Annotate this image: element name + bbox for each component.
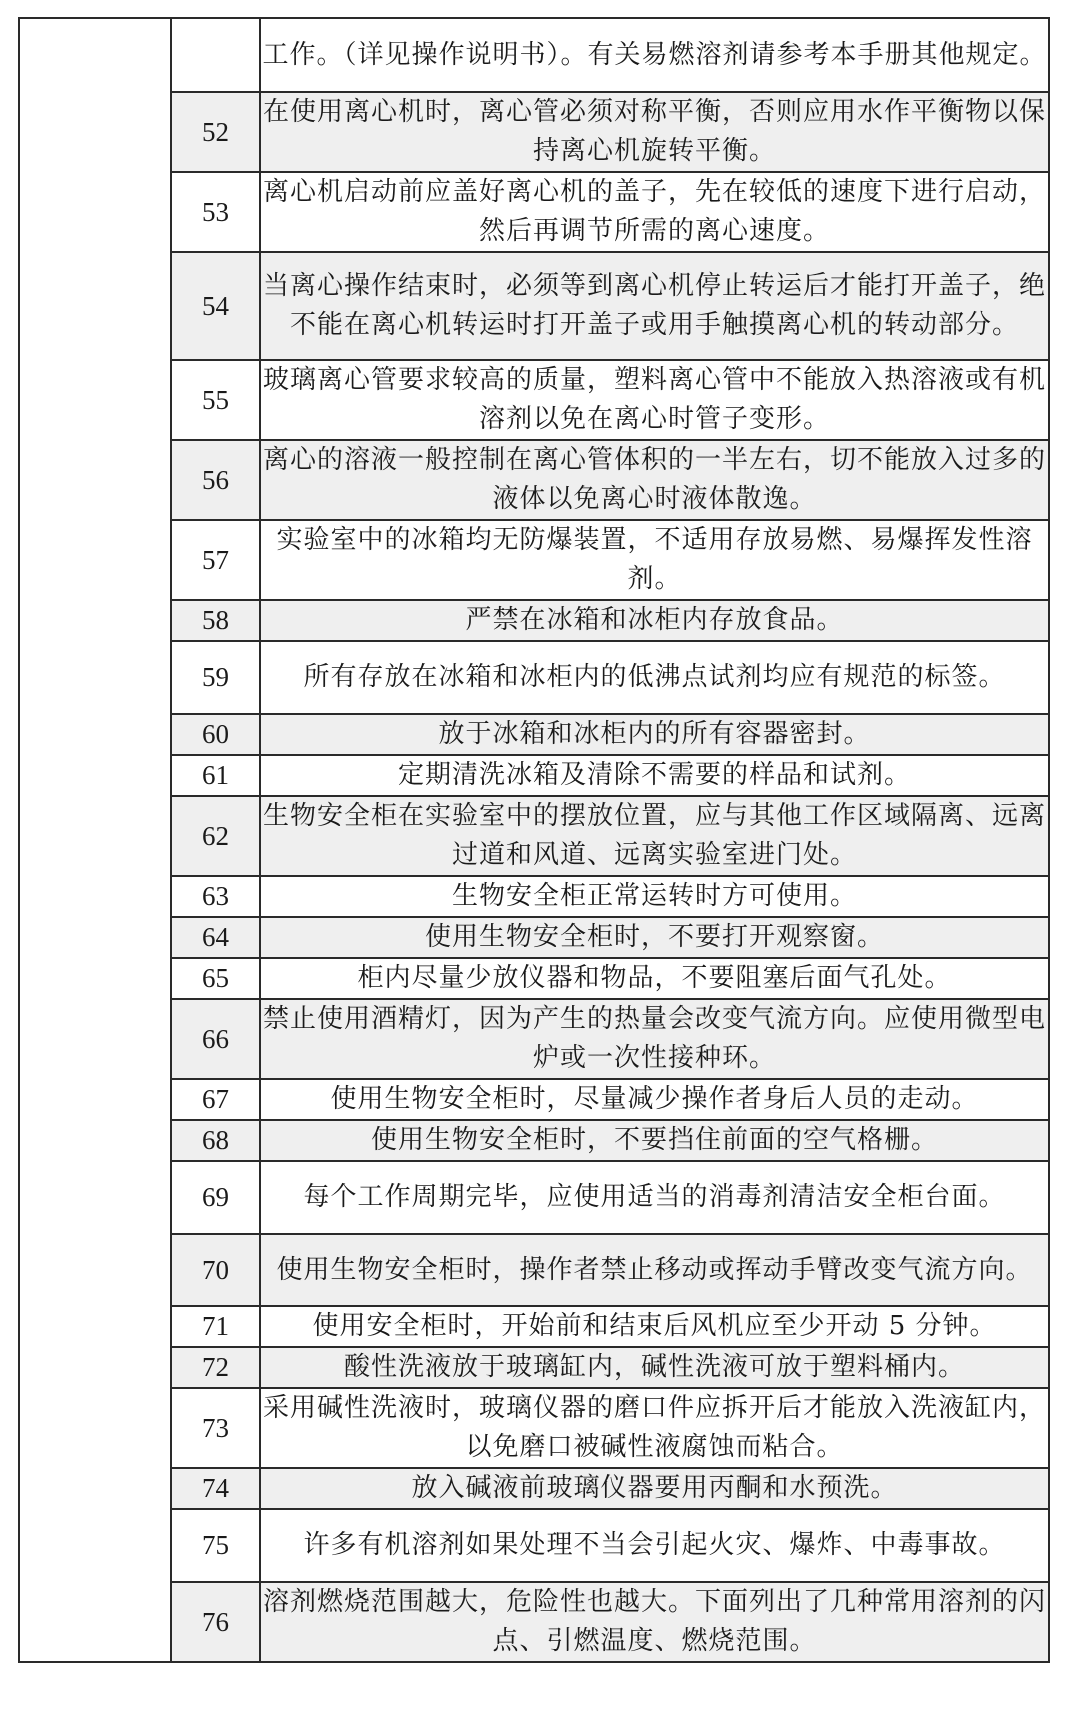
rule-text: 所有存放在冰箱和冰柜内的低沸点试剂均应有规范的标签。 [260, 641, 1049, 714]
rule-text: 生物安全柜在实验室中的摆放位置，应与其他工作区域隔离、远离过道和风道、远离实验室进门处。 [260, 796, 1049, 876]
table-row [19, 1582, 1049, 1662]
table-row [19, 714, 1049, 755]
rule-text: 玻璃离心管要求较高的质量，塑料离心管中不能放入热溶液或有机溶剂以免在离心时管子变形。 [260, 360, 1049, 440]
table-row [19, 1388, 1049, 1468]
rule-number: 61 [171, 755, 260, 796]
table-row [19, 796, 1049, 876]
rule-number: 72 [171, 1347, 260, 1388]
category-column-cell [19, 18, 171, 1662]
table-row [19, 876, 1049, 917]
rule-text: 溶剂燃烧范围越大，危险性也越大。下面列出了几种常用溶剂的闪点、引燃温度、燃烧范围。 [260, 1582, 1049, 1662]
rule-number: 56 [171, 440, 260, 520]
table-row [19, 1079, 1049, 1120]
rule-text: 使用生物安全柜时，操作者禁止移动或挥动手臂改变气流方向。 [260, 1234, 1049, 1306]
rule-number: 71 [171, 1306, 260, 1347]
rule-text: 使用生物安全柜时，不要挡住前面的空气格栅。 [260, 1120, 1049, 1161]
rule-text: 当离心操作结束时，必须等到离心机停止转运后才能打开盖子，绝不能在离心机转运时打开盖子或用手触摸离心机的转动部分。 [260, 252, 1049, 360]
rule-number: 66 [171, 999, 260, 1079]
safety-rules-table [18, 17, 1050, 1663]
rule-number: 69 [171, 1161, 260, 1234]
rule-number: 63 [171, 876, 260, 917]
table-row [19, 252, 1049, 360]
table-row [19, 1509, 1049, 1582]
rule-text: 严禁在冰箱和冰柜内存放食品。 [260, 600, 1049, 641]
table-row [19, 1306, 1049, 1347]
table-row [19, 755, 1049, 796]
rule-text: 许多有机溶剂如果处理不当会引起火灾、爆炸、中毒事故。 [260, 1509, 1049, 1582]
rule-text: 使用生物安全柜时，不要打开观察窗。 [260, 917, 1049, 958]
rules-table-body [19, 18, 1049, 1662]
table-row [19, 1234, 1049, 1306]
rule-number: 55 [171, 360, 260, 440]
table-row [19, 172, 1049, 252]
table-row [19, 440, 1049, 520]
table-row [19, 999, 1049, 1079]
table-row [19, 18, 1049, 92]
rule-text: 使用安全柜时，开始前和结束后风机应至少开动 5 分钟。 [260, 1306, 1049, 1347]
table-row [19, 641, 1049, 714]
rule-text: 使用生物安全柜时，尽量减少操作者身后人员的走动。 [260, 1079, 1049, 1120]
rule-number: 64 [171, 917, 260, 958]
rule-text: 定期清洗冰箱及清除不需要的样品和试剂。 [260, 755, 1049, 796]
rule-number: 74 [171, 1468, 260, 1509]
rule-number: 60 [171, 714, 260, 755]
table-row [19, 92, 1049, 172]
rule-number: 59 [171, 641, 260, 714]
rule-number: 53 [171, 172, 260, 252]
rule-number: 67 [171, 1079, 260, 1120]
rule-text: 离心的溶液一般控制在离心管体积的一半左右，切不能放入过多的液体以免离心时液体散逸。 [260, 440, 1049, 520]
rule-text: 酸性洗液放于玻璃缸内，碱性洗液可放于塑料桶内。 [260, 1347, 1049, 1388]
rule-number: 76 [171, 1582, 260, 1662]
table-row [19, 1120, 1049, 1161]
rule-text: 采用碱性洗液时，玻璃仪器的磨口件应拆开后才能放入洗液缸内，以免磨口被碱性液腐蚀而粘合。 [260, 1388, 1049, 1468]
rule-number: 52 [171, 92, 260, 172]
rule-number: 75 [171, 1509, 260, 1582]
table-row [19, 360, 1049, 440]
rule-text: 放于冰箱和冰柜内的所有容器密封。 [260, 714, 1049, 755]
table-row [19, 600, 1049, 641]
rule-number: 54 [171, 252, 260, 360]
rule-text: 工作。（详见操作说明书）。有关易燃溶剂请参考本手册其他规定。 [260, 18, 1049, 92]
rule-number: 70 [171, 1234, 260, 1306]
rule-text: 每个工作周期完毕，应使用适当的消毒剂清洁安全柜台面。 [260, 1161, 1049, 1234]
table-row [19, 1347, 1049, 1388]
rule-text: 离心机启动前应盖好离心机的盖子，先在较低的速度下进行启动，然后再调节所需的离心速度。 [260, 172, 1049, 252]
rule-number: 58 [171, 600, 260, 641]
table-row [19, 520, 1049, 600]
rule-number: 65 [171, 958, 260, 999]
rule-number [171, 18, 260, 92]
rule-number: 73 [171, 1388, 260, 1468]
rule-text: 放入碱液前玻璃仪器要用丙酮和水预洗。 [260, 1468, 1049, 1509]
rule-number: 62 [171, 796, 260, 876]
rule-text: 在使用离心机时，离心管必须对称平衡，否则应用水作平衡物以保持离心机旋转平衡。 [260, 92, 1049, 172]
rule-text: 禁止使用酒精灯，因为产生的热量会改变气流方向。应使用微型电炉或一次性接种环。 [260, 999, 1049, 1079]
table-row [19, 1161, 1049, 1234]
table-row [19, 1468, 1049, 1509]
table-row [19, 917, 1049, 958]
rule-text: 生物安全柜正常运转时方可使用。 [260, 876, 1049, 917]
table-row [19, 958, 1049, 999]
rule-number: 68 [171, 1120, 260, 1161]
rule-text: 柜内尽量少放仪器和物品，不要阻塞后面气孔处。 [260, 958, 1049, 999]
rule-number: 57 [171, 520, 260, 600]
rule-text: 实验室中的冰箱均无防爆装置，不适用存放易燃、易爆挥发性溶剂。 [260, 520, 1049, 600]
